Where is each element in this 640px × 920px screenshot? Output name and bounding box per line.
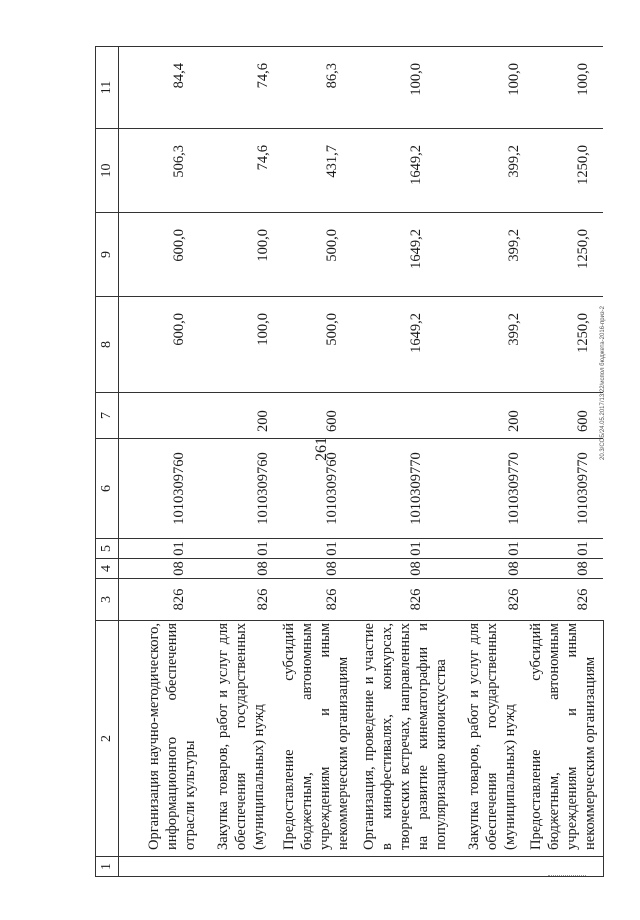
- footer-note-text: 20.3/СОБ/24.05.2017/13:22/испол бюджета-2016-приз-2: [600, 305, 606, 460]
- cell-c7: 600: [523, 393, 604, 439]
- col-header-2: 2: [96, 621, 119, 857]
- cell-c9: 1649,2: [356, 213, 454, 297]
- scan-mark: [548, 875, 586, 884]
- cell-c10: 1649,2: [356, 129, 454, 213]
- col-header-9: 9: [96, 213, 119, 297]
- cell-c11: 100,0: [523, 47, 604, 129]
- cell-c9: 100,0: [203, 213, 272, 297]
- cell-c4: 08: [454, 559, 523, 579]
- cell-c9: 600,0: [119, 213, 203, 297]
- row-name: Организация научно-методического, информационного обеспечения отрасли культуры: [119, 621, 203, 857]
- cell-c4: 08: [203, 559, 272, 579]
- cell-c6: 1010309770: [523, 439, 604, 539]
- row-index-cell: [203, 857, 272, 877]
- cell-c10: 74,6: [203, 129, 272, 213]
- cell-c11: 84,4: [119, 47, 203, 129]
- cell-c7: 200: [454, 393, 523, 439]
- cell-c3: 826: [454, 579, 523, 621]
- cell-c10: 399,2: [454, 129, 523, 213]
- table-row: [272, 47, 356, 877]
- col-header-8: 8: [96, 297, 119, 393]
- col-header-7: 7: [96, 393, 119, 439]
- cell-c5: 01: [454, 539, 523, 559]
- cell-c3: 826: [272, 579, 356, 621]
- row-index-cell: [454, 857, 523, 877]
- cell-c10: 1250,0: [523, 129, 604, 213]
- col-header-6: 6: [96, 439, 119, 539]
- cell-c7: 200: [203, 393, 272, 439]
- row-name: Предоставление субсидий бюджетным, автономным учреждениям и иным некоммерческим организациям: [272, 621, 356, 857]
- cell-c9: 1250,0: [523, 213, 604, 297]
- col-header-11: 11: [96, 47, 119, 129]
- col-header-3: 3: [96, 579, 119, 621]
- cell-c6: 1010309770: [356, 439, 454, 539]
- row-index-cell: [272, 857, 356, 877]
- cell-c7: [356, 393, 454, 439]
- cell-c11: 100,0: [356, 47, 454, 129]
- cell-c3: 826: [203, 579, 272, 621]
- cell-c3: 826: [523, 579, 604, 621]
- cell-c8: 500,0: [272, 297, 356, 393]
- page-number: 261: [313, 437, 330, 461]
- cell-c4: 08: [119, 559, 203, 579]
- cell-c8: 600,0: [119, 297, 203, 393]
- cell-c8: 1250,0: [523, 297, 604, 393]
- cell-c3: 826: [356, 579, 454, 621]
- row-index-cell: [356, 857, 454, 877]
- cell-c10: 431,7: [272, 129, 356, 213]
- cell-c5: 01: [356, 539, 454, 559]
- table-row: [454, 47, 523, 877]
- cell-c8: 1649,2: [356, 297, 454, 393]
- table-row: [356, 47, 454, 877]
- table-row: [523, 47, 604, 877]
- row-index-cell: [523, 857, 604, 877]
- col-header-4: 4: [96, 559, 119, 579]
- row-index-cell: [119, 857, 203, 877]
- col-header-10: 10: [96, 129, 119, 213]
- row-name: Закупка товаров, работ и услуг для обеспечения государственных (муниципальных) нужд: [454, 621, 523, 857]
- cell-c7: [119, 393, 203, 439]
- row-name: Предоставление субсидий бюджетным, автономным учреждениям и иным некоммерческим организациям: [523, 621, 604, 857]
- cell-c3: 826: [119, 579, 203, 621]
- cell-c9: 399,2: [454, 213, 523, 297]
- cell-c4: 08: [356, 559, 454, 579]
- cell-c7: 600: [272, 393, 356, 439]
- row-name: Закупка товаров, работ и услуг для обеспечения государственных (муниципальных) нужд: [203, 621, 272, 857]
- row-name: Организация, проведение и участие в кинофестивалях, конкурсах, творческих встречах, направленных на развитие кинематографии и популяризацию киноискусства: [356, 621, 454, 857]
- cell-c10: 506,3: [119, 129, 203, 213]
- cell-c8: 100,0: [203, 297, 272, 393]
- cell-c4: 08: [523, 559, 604, 579]
- cell-c6: 1010309760: [203, 439, 272, 539]
- col-header-1: 1: [96, 857, 119, 877]
- cell-c5: 01: [523, 539, 604, 559]
- col-header-5: 5: [96, 539, 119, 559]
- cell-c5: 01: [119, 539, 203, 559]
- cell-c6: 1010309760: [272, 439, 356, 539]
- cell-c8: 399,2: [454, 297, 523, 393]
- table-row: [203, 47, 272, 877]
- cell-c5: 01: [272, 539, 356, 559]
- table-row: [119, 47, 203, 877]
- cell-c9: 500,0: [272, 213, 356, 297]
- header-row: [96, 47, 119, 877]
- cell-c6: 1010309770: [454, 439, 523, 539]
- cell-c11: 86,3: [272, 47, 356, 129]
- cell-c11: 100,0: [454, 47, 523, 129]
- cell-c4: 08: [272, 559, 356, 579]
- cell-c5: 01: [203, 539, 272, 559]
- budget-table: [95, 46, 604, 877]
- cell-c11: 74,6: [203, 47, 272, 129]
- cell-c6: 1010309760: [119, 439, 203, 539]
- budget-table-container: [95, 47, 598, 877]
